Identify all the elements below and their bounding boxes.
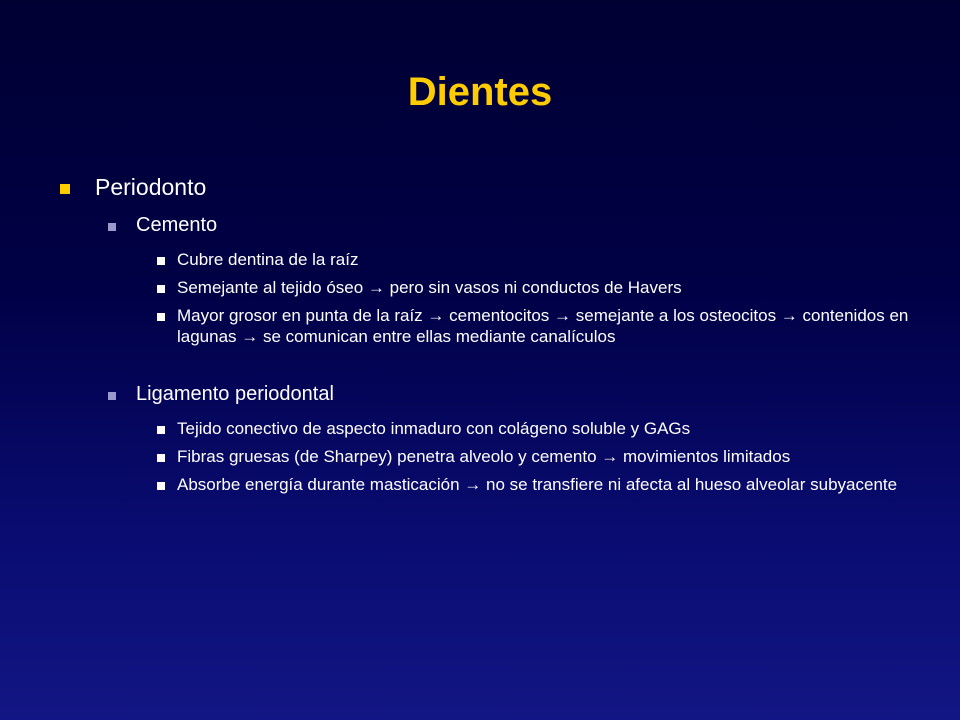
list-item [157, 305, 917, 347]
list-item [157, 249, 917, 270]
list-item-text: Mayor grosor en punta de la raíz → cementocitos → semejante a los osteocitos → contenidos en lagunas → se comunican entre ellas mediante canalículos [177, 306, 909, 346]
slide-title: Dientes [407, 70, 553, 114]
list-item [157, 446, 917, 467]
square-bullet-icon [157, 285, 165, 293]
list-item-text: Absorbe energía durante masticación → no se transfiere ni afecta al hueso alveolar subyacente [177, 475, 898, 494]
bullet-label: Cemento [136, 214, 218, 236]
square-bullet-icon [157, 482, 165, 490]
bullet-periodonto [60, 172, 960, 202]
list-item-text: Fibras gruesas (de Sharpey) penetra alveolo y cemento → movimientos limitados [177, 447, 791, 466]
slide-content [0, 172, 960, 495]
square-bullet-icon [108, 223, 116, 231]
list-item [157, 474, 917, 495]
list-item-text: Cubre dentina de la raíz [177, 250, 359, 269]
square-bullet-icon [157, 313, 165, 321]
square-bullet-icon [157, 426, 165, 434]
square-bullet-icon [157, 454, 165, 462]
bullet-ligamento-periodontal [108, 381, 960, 408]
square-bullet-icon [108, 392, 116, 400]
list-item-text: Semejante al tejido óseo → pero sin vasos ni conductos de Havers [177, 278, 682, 297]
list-item-text: Tejido conectivo de aspecto inmaduro con colágeno soluble y GAGs [177, 419, 691, 438]
list-item [157, 277, 917, 298]
square-bullet-icon [157, 257, 165, 265]
bullet-label: Periodonto [95, 174, 207, 200]
bullet-cemento [108, 212, 960, 239]
bullet-label: Ligamento periodontal [136, 383, 334, 405]
square-bullet-icon [60, 184, 70, 194]
list-item [157, 418, 917, 439]
